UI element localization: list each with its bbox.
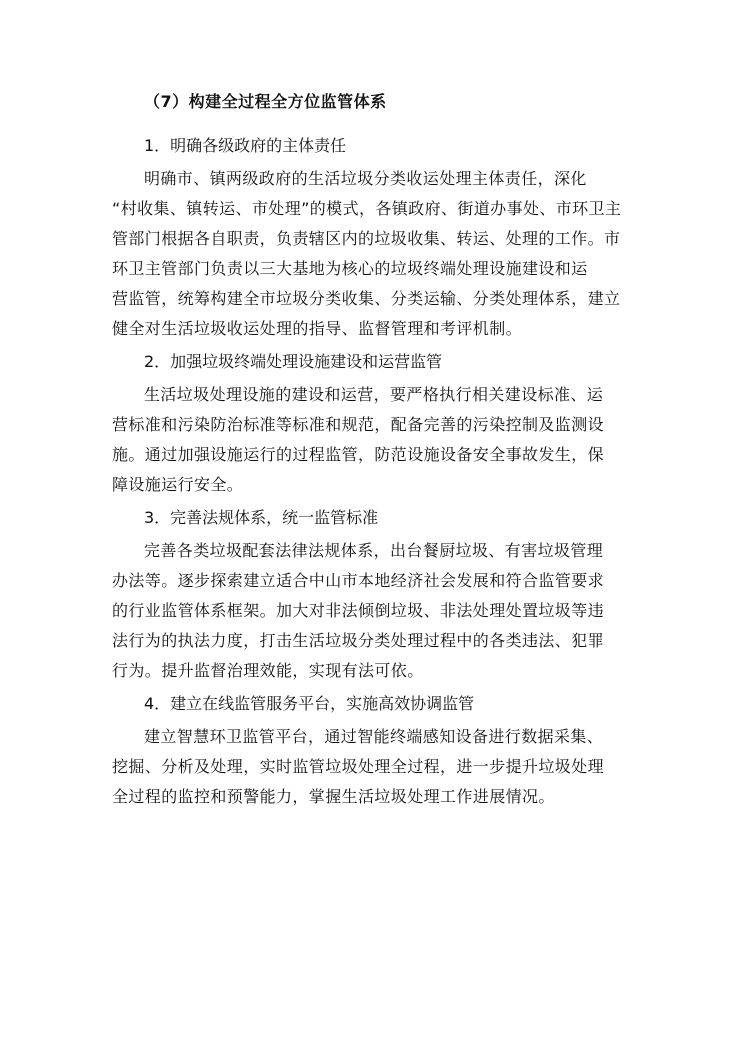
subsection-heading-2: 2．加强垃圾终端处理设施建设和运营监管 — [144, 352, 443, 371]
paragraph-line: 环卫主管部门负责以三大基地为核心的垃圾终端处理设施建设和运 — [112, 259, 588, 278]
paragraph-4 — [112, 722, 632, 812]
subsection-heading-3: 3．完善法规体系，统一监管标准 — [144, 508, 379, 527]
paragraph-line: 障设施运行安全。 — [112, 475, 244, 494]
paragraph-2 — [112, 380, 632, 500]
paragraph-line: 全过程的监控和预警能力，掌握生活垃圾处理工作进展情况。 — [112, 787, 555, 806]
document-body — [112, 88, 632, 816]
paragraph-line: 建立智慧环卫监管平台，通过智能终端感知设备进行数据采集、 — [144, 727, 604, 746]
paragraph-line: “村收集、镇转运、市处理”的模式，各镇政府、街道办事处、市环卫主 — [112, 199, 622, 218]
paragraph-line: 营标准和污染防治标准等标准和规范，配备完善的污染控制及监测设 — [112, 415, 605, 434]
paragraph-1 — [112, 164, 632, 344]
subsection-heading-1: 1．明确各级政府的主体责任 — [144, 136, 347, 155]
paragraph-line: 挖掘、分析及处理，实时监管垃圾处理全过程，进一步提升垃圾处理 — [112, 757, 605, 776]
paragraph-line: 行为。提升监督治理效能，实现有法可依。 — [112, 661, 424, 680]
paragraph-line: 明确市、镇两级政府的生活垃圾分类收运处理主体责任，深化 — [144, 169, 587, 188]
paragraph-line: 法行为的执法力度，打击生活垃圾分类处理过程中的各类违法、犯罪 — [112, 631, 605, 650]
subsection-heading-4: 4．建立在线监管服务平台，实施高效协调监管 — [144, 694, 475, 713]
paragraph-line: 生活垃圾处理设施的建设和运营，要严格执行相关建设标准、运 — [144, 385, 604, 404]
paragraph-line: 管部门根据各自职责，负责辖区内的垃圾收集、转运、处理的工作。市 — [112, 229, 621, 248]
paragraph-line: 施。通过加强设施运行的过程监管，防范设施设备安全事故发生，保 — [112, 445, 605, 464]
paragraph-line: 办法等。逐步探索建立适合中山市本地经济社会发展和符合监管要求 — [112, 571, 605, 590]
paragraph-line: 健全对生活垃圾收运处理的指导、监督管理和考评机制。 — [112, 319, 523, 338]
section-title: （7）构建全过程全方位监管体系 — [144, 92, 387, 111]
paragraph-3 — [112, 536, 632, 686]
paragraph-line: 营监管，统筹构建全市垃圾分类收集、分类运输、分类处理体系，建立 — [112, 289, 621, 308]
paragraph-line: 完善各类垃圾配套法律法规体系，出台餐厨垃圾、有害垃圾管理 — [144, 541, 604, 560]
paragraph-line: 的行业监管体系框架。加大对非法倾倒垃圾、非法处理处置垃圾等违 — [112, 601, 605, 620]
